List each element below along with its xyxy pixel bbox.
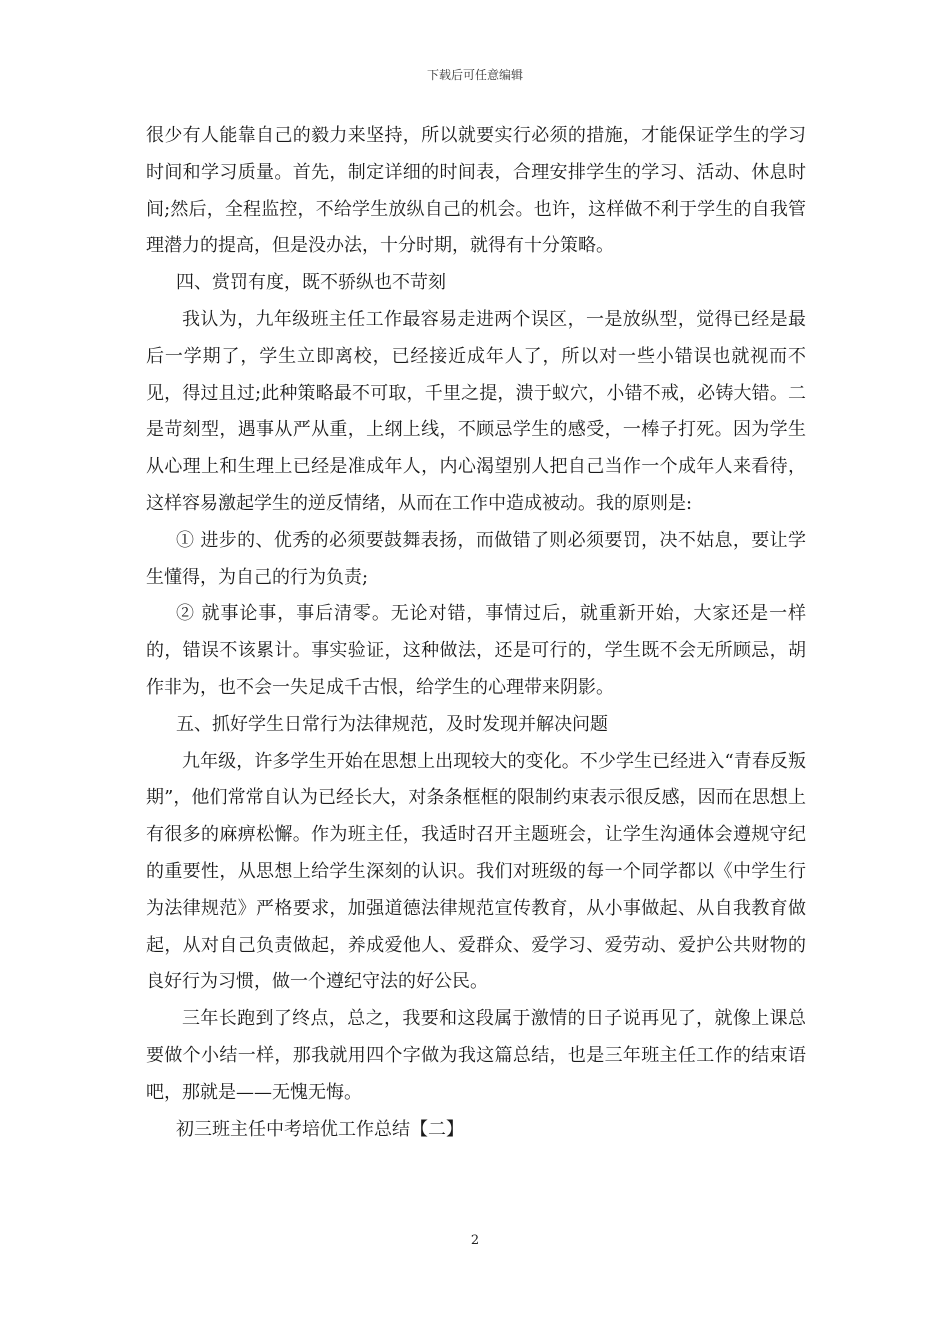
section-heading-5: 五、抓好学生日常行为法律规范，及时发现并解决问题 [176, 713, 608, 735]
section-heading-4: 四、赏罚有度，既不骄纵也不苛刻 [176, 272, 446, 294]
next-article-title: 初三班主任中考培优工作总结【二】 [176, 1118, 464, 1140]
paragraph-continuation: 很少有人能靠自己的毅力来坚持，所以就要实行必须的措施，才能保证学生的学习时间和学习质量。首先，制定详细的时间表，合理安排学生的学习、活动、休息时间;然后，全程监控，不给学生放纵自己的机会。也许，这样做不利于学生的自我管理潜力的提高，但是没办法，十分时期，就得有十分策略。 [146, 125, 806, 257]
document-body [146, 118, 806, 1148]
page-header: 下载后可任意编辑 [426, 68, 523, 82]
principle-item-2: ② 就事论事，事后清零。无论对错，事情过后，就重新开始，大家还是一样的，错误不该累计。事实验证，这种做法，还是可行的，学生既不会无所顾忌，胡作非为，也不会一失足成千古恨，给学生的心理带来阴影。 [146, 603, 806, 698]
paragraph-grade-nine: 九年级，许多学生开始在思想上出现较大的变化。不少学生已经进入“青春反叛期”，他们常常自认为已经长大，对条条框框的限制约束表示很反感，因而在思想上有很多的麻痹松懈。作为班主任，我适时召开主题班会，让学生沟通体会遵规守纪的重要性，从思想上给学生深刻的认识。我们对班级的每一个同学都以《中学生行为法律规范》严格要求，加强道德法律规范宣传教育，从小事做起、从自我教育做起，从对自己负责做起，养成爱他人、爱群众、爱学习、爱劳动、爱护公共财物的良好行为习惯，做一个遵纪守法的好公民。 [146, 750, 806, 993]
paragraph-conclusion: 三年长跑到了终点，总之，我要和这段属于激情的日子说再见了，就像上课总要做个小结一样，那我就用四个字做为我这篇总结，也是三年班主任工作的结束语吧，那就是——无愧无悔。 [146, 1008, 806, 1103]
paragraph-two-pitfalls: 我认为，九年级班主任工作最容易走进两个误区，一是放纵型，觉得已经是最后一学期了，学生立即离校，已经接近成年人了，所以对一些小错误也就视而不见，得过且过;此种策略最不可取，千里之提，溃于蚁穴，小错不戒，必铸大错。二是苛刻型，遇事从严从重，上纲上线，不顾忌学生的感受，一棒子打死。因为学生从心理上和生理上已经是准成年人，内心渴望别人把自己当作一个成年人来看待，这样容易激起学生的逆反情绪，从而在工作中造成被动。我的原则是: [146, 308, 806, 514]
page-number: 2 [470, 1233, 480, 1248]
principle-item-1: ① 进步的、优秀的必须要鼓舞表扬，而做错了则必须要罚，决不姑息，要让学生懂得，为自己的行为负责; [146, 529, 806, 588]
